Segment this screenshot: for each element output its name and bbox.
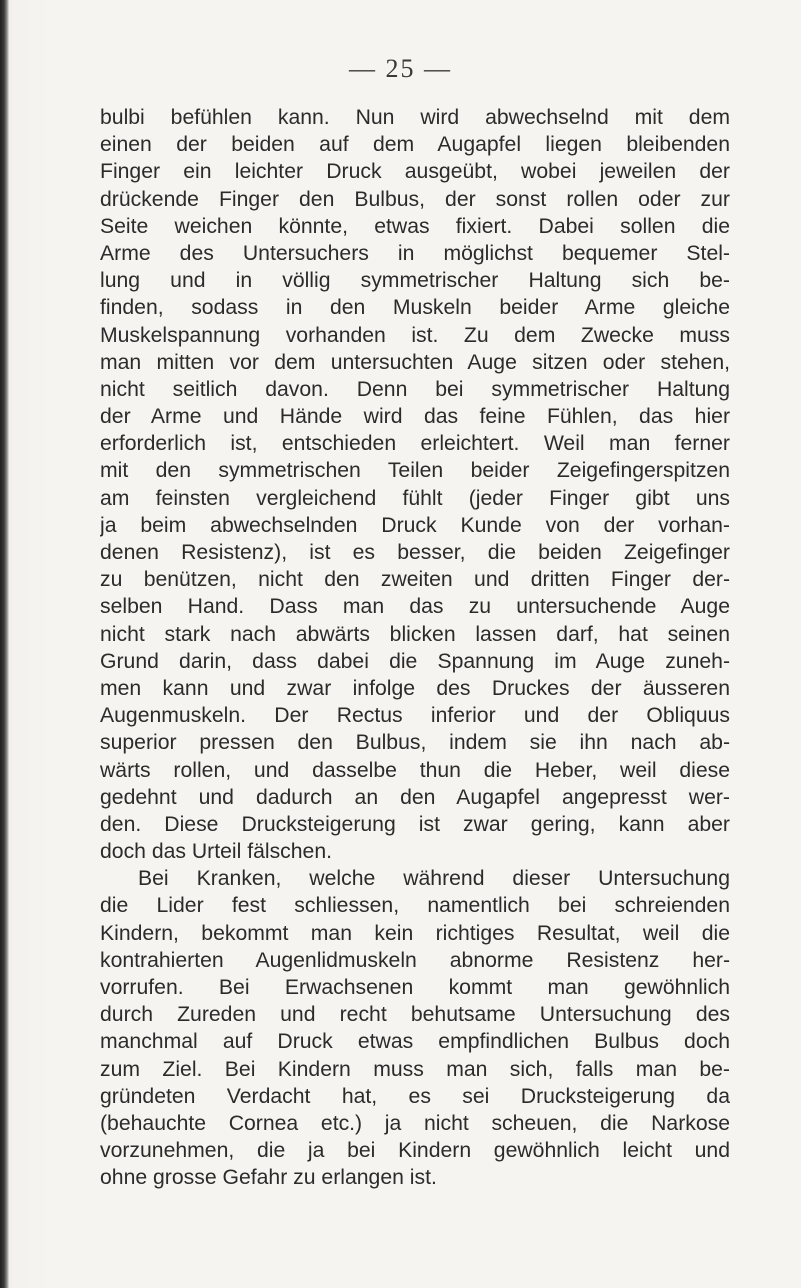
text-line: superior pressen den Bulbus, indem sie ihn nach ab- <box>100 731 730 755</box>
text-line: Grund darin, dass dabei die Spannung im Auge zuneh- <box>100 649 730 673</box>
text-line: man mitten vor dem untersuchten Auge sitzen oder stehen, <box>100 350 730 374</box>
text-line: (behauchte Cornea etc.) ja nicht scheuen, die Narkose <box>100 1111 730 1135</box>
text-line: Arme des Untersuchers in möglichst bequemer Stel- <box>100 241 730 265</box>
text-line: Muskelspannung vorhanden ist. Zu dem Zwecke muss <box>100 323 730 347</box>
text-line: den. Diese Drucksteigerung ist zwar gering, kann aber <box>100 812 730 836</box>
text-line: kontrahierten Augenlidmuskeln abnorme Resistenz her- <box>100 948 730 972</box>
text-line: denen Resistenz), ist es besser, die beiden Zeigefinger <box>100 541 730 564</box>
text-line: gründeten Verdacht hat, es sei Drucksteigerung da <box>100 1084 730 1108</box>
text-line: zu benützen, nicht den zweiten und dritten Finger der- <box>100 568 730 592</box>
text-line: vorzunehmen, die ja bei Kindern gewöhnlich leicht und <box>100 1139 730 1163</box>
text-line: einen der beiden auf dem Augapfel liegen bleibenden <box>100 133 730 157</box>
page-number: — 25 — <box>349 54 452 83</box>
text-line: lung und in völlig symmetrischer Haltung sich be- <box>100 269 730 293</box>
text-line: Augenmuskeln. Der Rectus inferior und der Obliquus <box>100 704 730 728</box>
text-line: vorrufen. Bei Erwachsenen kommt man gewöhnlich <box>100 976 730 999</box>
text-line: die Lider fest schliessen, namentlich bei schreienden <box>100 894 730 918</box>
text-line: Finger ein leichter Druck ausgeübt, wobei jeweilen der <box>100 160 730 184</box>
text-line: mit den symmetrischen Teilen beider Zeigefingerspitzen <box>100 459 730 483</box>
text-line: selben Hand. Dass man das zu untersuchende Auge <box>100 595 730 619</box>
paragraph-end-line: ohne grosse Gefahr zu erlangen ist. <box>100 1166 437 1190</box>
text-line: men kann und zwar infolge des Druckes der äusseren <box>100 676 730 700</box>
text-line: am feinsten vergleichend fühlt (jeder Finger gibt uns <box>100 486 730 510</box>
text-line: ja beim abwechselnden Druck Kunde von der vorhan- <box>100 513 730 537</box>
text-line: durch Zureden und recht behutsame Untersuchung des <box>100 1003 730 1027</box>
paragraph-end-line: doch das Urteil fälschen. <box>100 840 333 864</box>
text-line: Seite weichen könnte, etwas fixiert. Dabei sollen die <box>100 214 730 238</box>
text-line: manchmal auf Druck etwas empfindlichen Bulbus doch <box>100 1030 730 1054</box>
text-line: bulbi befühlen kann. Nun wird abwechselnd mit dem <box>100 106 730 129</box>
text-line: nicht stark nach abwärts blicken lassen darf, hat seinen <box>100 622 730 646</box>
text-line: drückende Finger den Bulbus, der sonst rollen oder zur <box>100 187 730 211</box>
paragraph-start-line: Bei Kranken, welche während dieser Untersuchung <box>138 867 730 891</box>
text-line: finden, sodass in den Muskeln beider Arme gleiche <box>100 296 730 320</box>
page-binding-edge <box>0 0 9 1288</box>
body-text <box>100 104 730 1192</box>
text-line: zum Ziel. Bei Kindern muss man sich, falls man be- <box>100 1057 730 1081</box>
text-line: gedehnt und dadurch an den Augapfel angepresst wer- <box>100 785 730 809</box>
text-line: der Arme und Hände wird das feine Fühlen, das hier <box>100 405 730 429</box>
text-line: Kindern, bekommt man kein richtiges Resultat, weil die <box>100 921 730 945</box>
text-line: nicht seitlich davon. Denn bei symmetrischer Haltung <box>100 377 730 401</box>
text-line: wärts rollen, und dasselbe thun die Heber, weil diese <box>100 758 730 782</box>
text-line: erforderlich ist, entschieden erleichtert. Weil man ferner <box>100 432 730 456</box>
